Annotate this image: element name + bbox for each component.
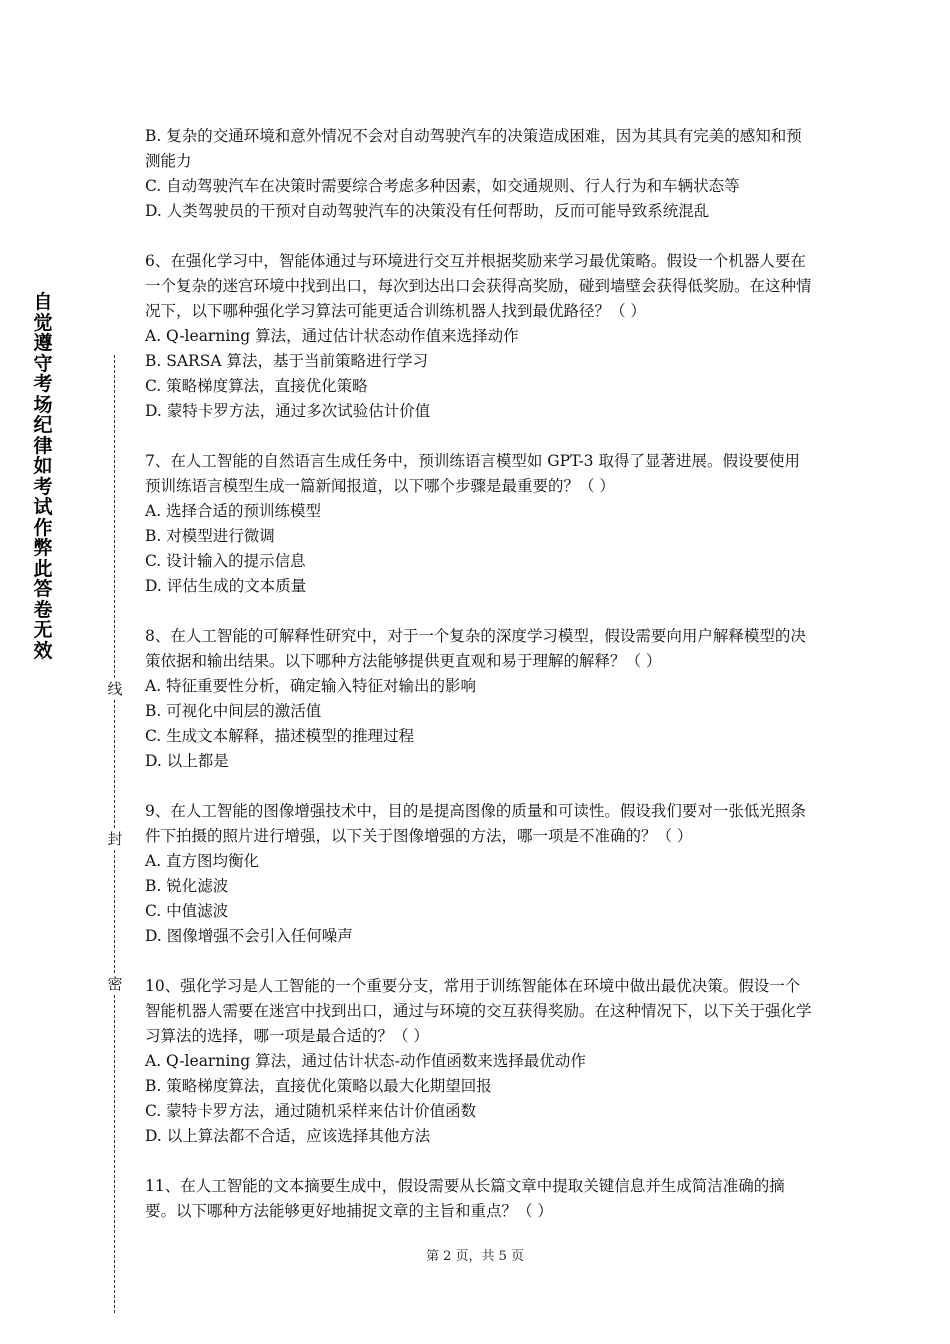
seal-char-line: 线 xyxy=(107,680,123,698)
carryover-options xyxy=(145,124,815,224)
option-a: A. 选择合适的预训练模型 xyxy=(145,502,322,520)
option-d: D. 图像增强不会引入任何噪声 xyxy=(145,927,353,945)
question-stem: 6、在强化学习中，智能体通过与环境进行交互并根据奖励来学习最优策略。假设一个机器人要在一个复杂的迷宫环境中找到出口，每次到达出口会获得高奖励，碰到墙壁会获得低奖励。在这种情况下，以下哪种强化学习算法可能更适合训练机器人找到最优路径？（ ） xyxy=(145,252,812,320)
option-c: C. 蒙特卡罗方法，通过随机采样来估计价值函数 xyxy=(145,1102,477,1120)
option-d: D. 蒙特卡罗方法，通过多次试验估计价值 xyxy=(145,402,431,420)
question-stem: 10、强化学习是人工智能的一个重要分支，常用于训练智能体在环境中做出最优决策。假设一个智能机器人需要在迷宫中找到出口，通过与环境的交互获得奖励。在这种情况下，以下关于强化学习算法的选择，哪一项是最合适的？（ ） xyxy=(145,977,812,1045)
question-stem: 11、在人工智能的文本摘要生成中，假设需要从长篇文章中提取关键信息并生成简洁准确的摘要。以下哪种方法能够更好地捕捉文章的主旨和重点？（ ） xyxy=(145,1177,785,1220)
question-11 xyxy=(145,1174,815,1224)
option-a: A. 特征重要性分析，确定输入特征对输出的影响 xyxy=(145,677,477,695)
option-c: C. 设计输入的提示信息 xyxy=(145,552,306,570)
option-b: B. 可视化中间层的激活值 xyxy=(145,702,322,720)
option-a: A. Q-learning 算法，通过估计状态动作值来选择动作 xyxy=(145,327,519,345)
question-7 xyxy=(145,449,815,599)
question-stem: 8、在人工智能的可解释性研究中，对于一个复杂的深度学习模型，假设需要向用户解释模型的决策依据和输出结果。以下哪种方法能够提供更直观和易于理解的解释？（ ） xyxy=(145,627,806,670)
option-a: A. Q-learning 算法，通过估计状态-动作值函数来选择最优动作 xyxy=(145,1052,586,1070)
option-d: D. 人类驾驶员的干预对自动驾驶汽车的决策没有任何帮助，反而可能导致系统混乱 xyxy=(145,202,710,220)
question-stem: 9、在人工智能的图像增强技术中，目的是提高图像的质量和可读性。假设我们要对一张低光照条件下拍摄的照片进行增强，以下关于图像增强的方法，哪一项是不准确的？（ ） xyxy=(145,802,806,845)
question-8 xyxy=(145,624,815,774)
option-b: B. 策略梯度算法，直接优化策略以最大化期望回报 xyxy=(145,1077,492,1095)
option-d: D. 以上算法都不合适，应该选择其他方法 xyxy=(145,1127,431,1145)
page-number: 第 2 页，共 5 页 xyxy=(425,1249,525,1264)
option-c: C. 自动驾驶汽车在决策时需要综合考虑多种因素，如交通规则、行人行为和车辆状态等 xyxy=(145,177,740,195)
option-c: C. 中值滤波 xyxy=(145,902,229,920)
exam-discipline-warning: 自觉遵守考场纪律如考试作弊此答卷无效 xyxy=(33,291,53,662)
option-d: D. 评估生成的文本质量 xyxy=(145,577,307,595)
question-6 xyxy=(145,249,815,424)
exam-content xyxy=(145,124,815,1249)
question-stem: 7、在人工智能的自然语言生成任务中，预训练语言模型如 GPT-3 取得了显著进展。假设要使用预训练语言模型生成一篇新闻报道，以下哪个步骤是最重要的？（ ） xyxy=(145,452,800,495)
option-c: C. 策略梯度算法，直接优化策略 xyxy=(145,377,368,395)
option-b: B. 复杂的交通环境和意外情况不会对自动驾驶汽车的决策造成困难，因为其具有完美的感知和预测能力 xyxy=(145,127,802,170)
option-d: D. 以上都是 xyxy=(145,752,229,770)
seal-char-secret: 密 xyxy=(107,975,123,993)
seal-char-seal: 封 xyxy=(107,830,123,848)
option-a: A. 直方图均衡化 xyxy=(145,852,260,870)
question-9 xyxy=(145,799,815,949)
question-10 xyxy=(145,974,815,1149)
option-b: B. 对模型进行微调 xyxy=(145,527,275,545)
option-c: C. 生成文本解释，描述模型的推理过程 xyxy=(145,727,415,745)
option-b: B. SARSA 算法，基于当前策略进行学习 xyxy=(145,352,428,370)
option-b: B. 锐化滤波 xyxy=(145,877,229,895)
